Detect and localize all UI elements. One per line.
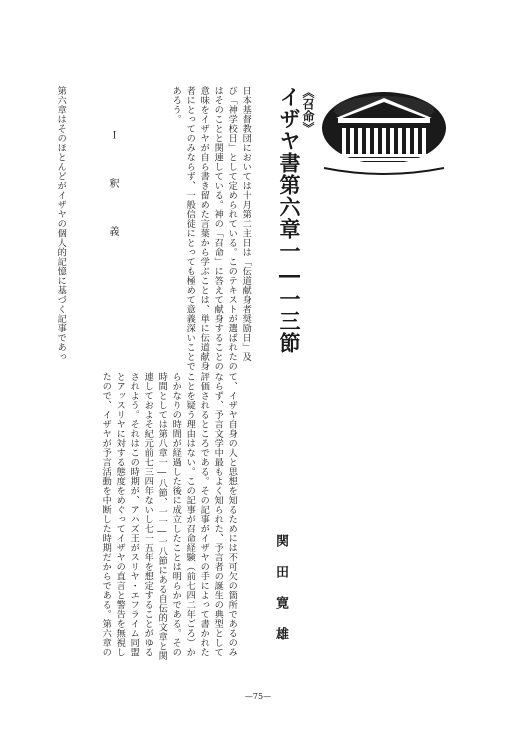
section-first-line: 第六章はそのほとんどがイザヤの個人的記憶に基づく記事であっ	[55, 86, 67, 362]
heading-tag: 《召命》	[301, 86, 315, 134]
body-line: 連しておよそ紀元前七三四年ないし七一五年を想定することがゆる	[142, 372, 154, 657]
intro-line: 意味をイザヤが自ら書き留めた言葉から学ぶことは、単に伝道献身	[198, 86, 210, 371]
body-line: されよう。それはこの時期が、アハズ王がスリヤ・エフライム同盟	[128, 372, 140, 657]
body-line: 時間としては第八章一―八節、一一―一八節にある自伝的文章と関	[156, 372, 168, 661]
temple-illustration	[318, 88, 450, 178]
intro-line: び「神学校日」として定められている。このテキストが選ばれたの	[226, 86, 238, 371]
section-heading: Ｉ 釈 義	[107, 130, 118, 250]
body-line: ことを疑う理由はない。この記事が召命経験（前七四二年ごろ）か	[184, 372, 196, 657]
intro-line: 者にとってのみならず、一般信徒にとっても極めて意義深いことで	[184, 86, 196, 371]
body-line: とアッスリヤに対する態度をめぐってイザヤの直言と警告を無視し	[114, 372, 126, 657]
body-line: ならず、予言文学中最もよく知られた、予言者の誕生の典型として	[212, 372, 224, 657]
page-number: —75—	[244, 692, 272, 701]
author-name: 関田寛雄	[273, 534, 288, 658]
article-title: イザヤ書第六章一―一三節	[277, 86, 302, 354]
body-line: たので、イザヤが予言活動を中断した時期だからである。第六章の	[100, 372, 112, 657]
intro-line: 日本基督教団においては十月第二主日は「伝道献身者奨励日」及	[240, 86, 252, 362]
body-line: て、イザヤ自身の人と思想を知るためには不可欠の箇所であるのみ	[226, 372, 238, 657]
body-line: らかなりの時間が経過した後に成立したことは明らかである。その	[170, 372, 182, 657]
intro-line: はそのことと関連している。神の「召命」に答えて献身することの	[212, 86, 224, 371]
body-line: 評価されるところである。その記事がイザヤの手によって書かれた	[198, 372, 210, 657]
intro-line: あろう。	[170, 86, 182, 124]
